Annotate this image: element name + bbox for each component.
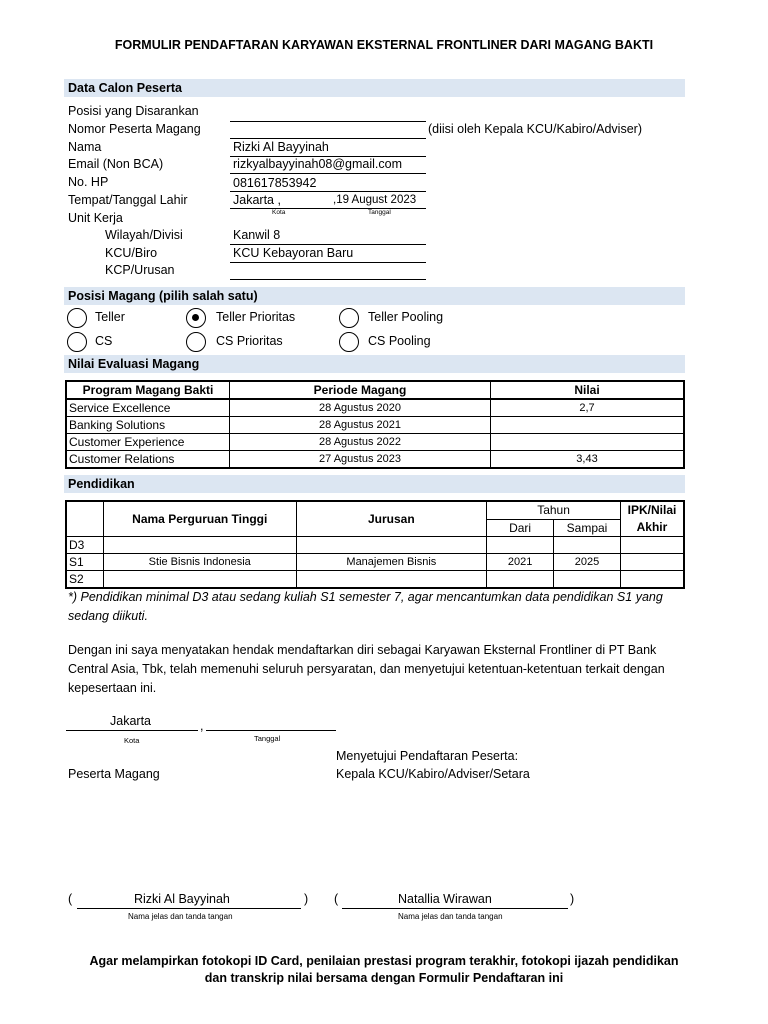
pendidikan-header-jurusan: Jurusan bbox=[296, 501, 487, 537]
approve-line-2: Kepala KCU/Kabiro/Adviser/Setara bbox=[336, 767, 530, 781]
ttl-date-value[interactable]: ,19 August 2023 bbox=[333, 194, 417, 206]
ttl-kota-caption: Kota bbox=[272, 209, 286, 216]
pendidikan-note: *) Pendidikan minimal D3 atau sedang kuliah S1 semester 7, agar mencantumkan data pendidikan S1 yang sedang diikuti. bbox=[68, 590, 663, 623]
approver-open-paren: ( bbox=[334, 892, 339, 906]
approver-signature-line bbox=[342, 908, 568, 909]
pendidikan-ipk-cell[interactable] bbox=[620, 537, 684, 554]
pendidikan-header-dari: Dari bbox=[487, 519, 554, 537]
radio-teller-prioritas[interactable] bbox=[186, 308, 206, 328]
posisi-disarankan-field[interactable] bbox=[230, 121, 426, 122]
signature-tanggal-caption: Tanggal bbox=[254, 734, 281, 743]
wilayah-value[interactable]: Kanwil 8 bbox=[233, 228, 281, 242]
pendidikan-table bbox=[65, 500, 685, 589]
wilayah-field-line bbox=[230, 244, 426, 245]
table-row bbox=[66, 434, 684, 451]
pendidikan-header-row bbox=[66, 501, 684, 519]
unit-kerja-label: Unit Kerja bbox=[68, 211, 123, 225]
signature-date-field[interactable] bbox=[206, 730, 336, 731]
nilai-periode-cell[interactable]: 28 Agustus 2021 bbox=[230, 417, 491, 434]
radio-label-teller-prioritas: Teller Prioritas bbox=[216, 310, 296, 324]
kcu-label: KCU/Biro bbox=[105, 246, 158, 260]
kcp-field[interactable] bbox=[230, 279, 426, 280]
table-row bbox=[66, 537, 684, 554]
section-header-posisi-magang: Posisi Magang (pilih salah satu) bbox=[64, 287, 685, 305]
nomor-peserta-field[interactable] bbox=[230, 138, 426, 139]
nama-label: Nama bbox=[68, 140, 102, 154]
section-header-data-calon-peserta: Data Calon Peserta bbox=[64, 79, 685, 97]
radio-cs[interactable] bbox=[67, 332, 87, 352]
approver-signature-caption: Nama jelas dan tanda tangan bbox=[398, 912, 503, 921]
pendidikan-header-tahun: Tahun bbox=[487, 501, 621, 519]
pendidikan-nama-cell[interactable] bbox=[103, 537, 296, 554]
signature-comma: , bbox=[200, 719, 204, 733]
pendidikan-dari-cell[interactable] bbox=[487, 571, 554, 589]
signature-kota-caption: Kota bbox=[124, 736, 140, 745]
table-row bbox=[66, 399, 684, 417]
footer-line-2: dan transkrip nilai bersama dengan Formulir Pendaftaran ini bbox=[204, 971, 564, 985]
pendidikan-level-cell: S2 bbox=[66, 571, 103, 589]
peserta-signature-caption: Nama jelas dan tanda tangan bbox=[128, 912, 233, 921]
nilai-table bbox=[65, 380, 685, 469]
pendidikan-header-ipk: IPK/Nilai Akhir bbox=[620, 501, 684, 537]
hp-label: No. HP bbox=[68, 175, 109, 189]
nilai-program-cell: Customer Relations bbox=[66, 451, 230, 469]
wilayah-label: Wilayah/Divisi bbox=[105, 228, 183, 242]
nomor-peserta-label: Nomor Peserta Magang bbox=[68, 122, 201, 136]
pendidikan-header-level bbox=[66, 501, 103, 537]
pendidikan-ipk-cell[interactable] bbox=[620, 554, 684, 571]
table-row bbox=[66, 417, 684, 434]
ttl-label: Tempat/Tanggal Lahir bbox=[68, 193, 188, 207]
form-title: FORMULIR PENDAFTARAN KARYAWAN EKSTERNAL FRONTLINER DARI MAGANG BAKTI bbox=[114, 38, 654, 52]
kcp-label: KCP/Urusan bbox=[105, 263, 175, 277]
nama-value[interactable]: Rizki Al Bayyinah bbox=[233, 140, 329, 154]
radio-label-cs-pooling: CS Pooling bbox=[368, 334, 431, 348]
radio-cs-pooling[interactable] bbox=[339, 332, 359, 352]
nilai-periode-cell[interactable]: 28 Agustus 2022 bbox=[230, 434, 491, 451]
nilai-header-program: Program Magang Bakti bbox=[66, 381, 230, 399]
nilai-periode-cell[interactable]: 27 Agustus 2023 bbox=[230, 451, 491, 469]
peserta-magang-label: Peserta Magang bbox=[68, 767, 160, 781]
signature-city-line bbox=[66, 730, 198, 731]
radio-label-teller-pooling: Teller Pooling bbox=[368, 310, 444, 324]
peserta-open-paren: ( bbox=[68, 892, 73, 906]
nilai-value-cell[interactable]: 2,7 bbox=[491, 399, 685, 417]
peserta-close-paren: ) bbox=[304, 892, 309, 906]
statement-paragraph: Dengan ini saya menyatakan hendak mendaftarkan diri sebagai Karyawan Eksternal Frontliner di PT Bank Central Asia, Tbk, telah memenuhi seluruh persyaratan, dan menyetujui ketentuan-ketentuan terkait dengan kepesertaan ini. bbox=[68, 643, 665, 695]
email-field-line bbox=[230, 173, 426, 174]
table-row bbox=[66, 451, 684, 469]
section-header-pendidikan: Pendidikan bbox=[64, 475, 685, 493]
footer-line-1: Agar melampirkan fotokopi ID Card, penilaian prestasi program terakhir, fotokopi ijazah pendidikan bbox=[89, 954, 679, 968]
nilai-program-cell: Service Excellence bbox=[66, 399, 230, 417]
approver-signature-name[interactable]: Natallia Wirawan bbox=[398, 892, 492, 906]
radio-label-teller: Teller bbox=[95, 310, 125, 324]
radio-label-cs: CS bbox=[95, 334, 113, 348]
nilai-value-cell[interactable]: 3,43 bbox=[491, 451, 685, 469]
kcu-field-line bbox=[230, 262, 426, 263]
ttl-tanggal-caption: Tanggal bbox=[368, 209, 391, 216]
pendidikan-level-cell: S1 bbox=[66, 554, 103, 571]
ttl-field-line bbox=[230, 208, 426, 209]
footer-instructions bbox=[0, 953, 768, 987]
pendidikan-nama-cell[interactable] bbox=[103, 571, 296, 589]
nilai-program-cell: Customer Experience bbox=[66, 434, 230, 451]
pendidikan-jurusan-cell[interactable]: Manajemen Bisnis bbox=[296, 554, 487, 571]
radio-label-cs-prioritas: CS Prioritas bbox=[216, 334, 283, 348]
nomor-peserta-note: (diisi oleh Kepala KCU/Kabiro/Adviser) bbox=[428, 122, 642, 136]
nilai-value-cell[interactable] bbox=[491, 434, 685, 451]
radio-teller[interactable] bbox=[67, 308, 87, 328]
pendidikan-nama-cell[interactable]: Stie Bisnis Indonesia bbox=[103, 554, 296, 571]
pendidikan-dari-cell[interactable]: 2021 bbox=[487, 554, 554, 571]
ttl-city-value[interactable]: Jakarta , bbox=[233, 193, 281, 207]
pendidikan-ipk-cell[interactable] bbox=[620, 571, 684, 589]
pendidikan-sampai-cell[interactable] bbox=[554, 537, 621, 554]
pendidikan-sampai-cell[interactable] bbox=[554, 571, 621, 589]
hp-value[interactable]: 081617853942 bbox=[233, 176, 317, 190]
pendidikan-level-cell: D3 bbox=[66, 537, 103, 554]
pendidikan-jurusan-cell[interactable] bbox=[296, 571, 487, 589]
pendidikan-sampai-cell[interactable]: 2025 bbox=[554, 554, 621, 571]
nilai-header-periode: Periode Magang bbox=[230, 381, 491, 399]
table-row bbox=[66, 571, 684, 589]
pendidikan-jurusan-cell[interactable] bbox=[296, 537, 487, 554]
nilai-program-cell: Banking Solutions bbox=[66, 417, 230, 434]
email-value[interactable]: rizkyalbayyinah08@gmail.com bbox=[233, 157, 403, 171]
approver-close-paren: ) bbox=[570, 892, 575, 906]
peserta-signature-line bbox=[77, 908, 301, 909]
section-header-nilai-evaluasi: Nilai Evaluasi Magang bbox=[64, 355, 685, 373]
signature-city[interactable]: Jakarta bbox=[110, 714, 151, 728]
peserta-signature-name[interactable]: Rizki Al Bayyinah bbox=[134, 892, 230, 906]
pendidikan-dari-cell[interactable] bbox=[487, 537, 554, 554]
radio-cs-prioritas[interactable] bbox=[186, 332, 206, 352]
pendidikan-header-nama: Nama Perguruan Tinggi bbox=[103, 501, 296, 537]
approve-line-1: Menyetujui Pendaftaran Peserta: bbox=[336, 749, 519, 763]
pendidikan-header-sampai: Sampai bbox=[554, 519, 621, 537]
nilai-periode-cell[interactable]: 28 Agustus 2020 bbox=[230, 399, 491, 417]
posisi-disarankan-label: Posisi yang Disarankan bbox=[68, 104, 199, 118]
hp-field-line bbox=[230, 191, 426, 192]
kcu-value[interactable]: KCU Kebayoran Baru bbox=[233, 246, 354, 260]
table-row bbox=[66, 554, 684, 571]
nilai-table-header-row bbox=[66, 381, 684, 399]
nilai-header-nilai: Nilai bbox=[491, 381, 685, 399]
radio-teller-pooling[interactable] bbox=[339, 308, 359, 328]
nilai-value-cell[interactable] bbox=[491, 417, 685, 434]
email-label: Email (Non BCA) bbox=[68, 157, 164, 171]
